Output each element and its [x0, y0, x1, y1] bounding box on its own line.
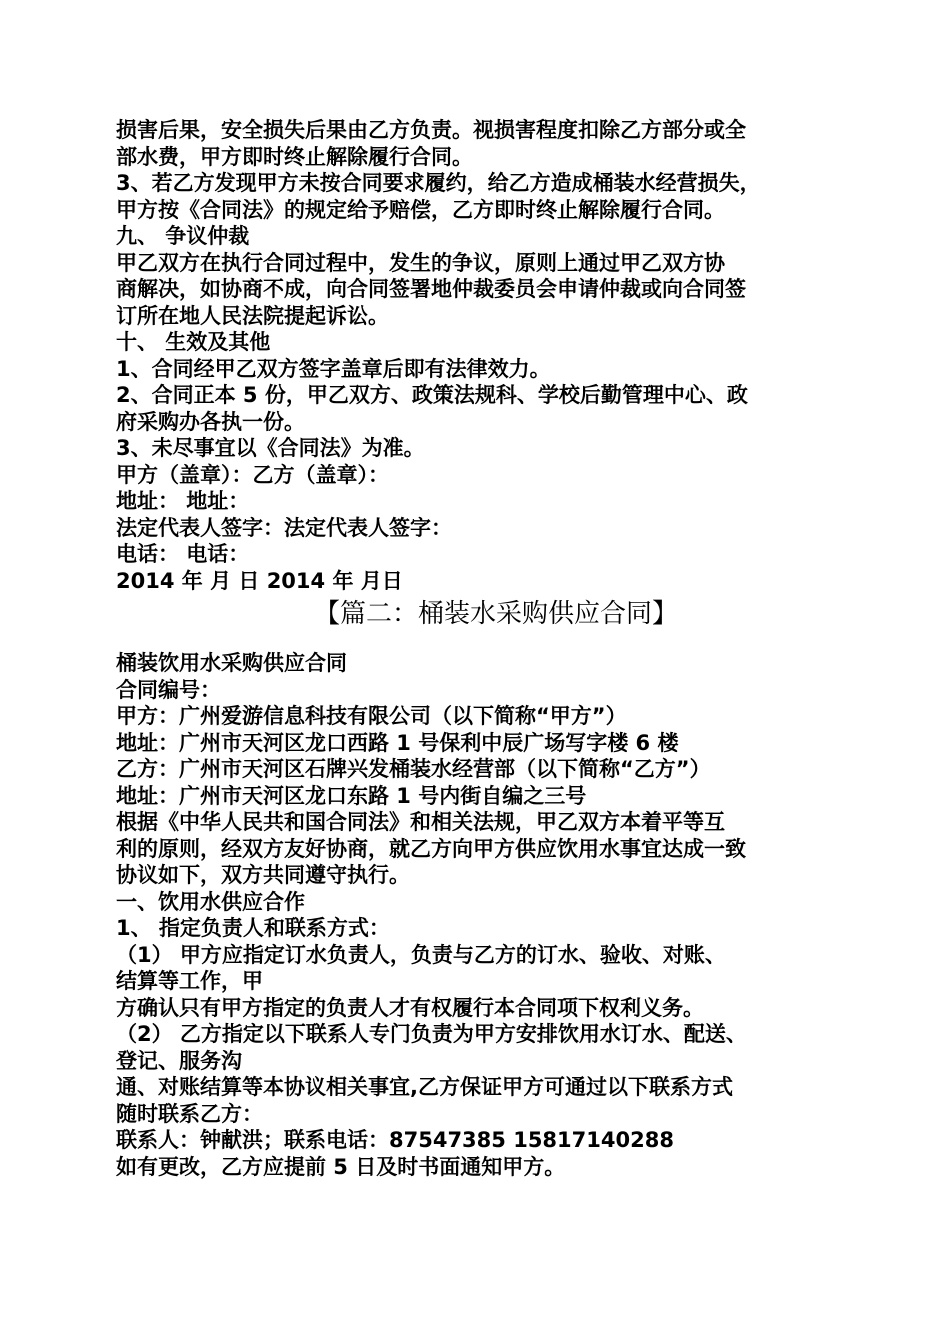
- text-line: 登记、服务沟: [116, 1048, 242, 1073]
- contract-part-two: [116, 650, 846, 1180]
- text-line: 甲方按《合同法》的规定给予赔偿，乙方即时终止解除履行合同。: [116, 197, 725, 222]
- text-line: 一、饮用水供应合作: [116, 889, 305, 914]
- text-line: 联系人：钟献洪；联系电话：87547385 15817140288: [116, 1128, 674, 1152]
- text-line: 地址：广州市天河区龙口西路 1 号保利中辰广场写字楼 6 楼: [116, 730, 679, 755]
- text-line: 甲乙双方在执行合同过程中，发生的争议，原则上通过甲乙双方协: [116, 250, 725, 275]
- text-line: 甲方：广州爱游信息科技有限公司（以下简称“甲方”）: [116, 704, 627, 728]
- text-line: 3、未尽事宜以《合同法》为准。: [116, 436, 425, 460]
- text-line: 随时联系乙方：: [116, 1101, 263, 1126]
- text-line: 如有更改，乙方应提前 5 日及时书面通知甲方。: [116, 1154, 566, 1179]
- text-line: 十、 生效及其他: [116, 330, 271, 354]
- text-line: 1、合同经甲乙双方签字盖章后即有法律效力。: [116, 356, 551, 381]
- text-line: 方确认只有甲方指定的负责人才有权履行本合同项下权利义务。: [116, 995, 704, 1020]
- text-line: 根据《中华人民共和国合同法》和相关法规，甲乙双方本着平等互: [116, 810, 725, 834]
- text-line: 乙方：广州市天河区石牌兴发桶装水经营部（以下简称“乙方”）: [116, 757, 711, 781]
- text-line: 订所在地人民法院提起诉讼。: [116, 303, 389, 328]
- text-line: 结算等工作，甲: [116, 969, 263, 993]
- text-line: 九、 争议仲裁: [116, 224, 250, 248]
- text-line: 3、若乙方发现甲方未按合同要求履约，给乙方造成桶装水经营损失，: [116, 171, 761, 195]
- text-line: 2014 年 月 日 2014 年 月日: [116, 568, 403, 593]
- text-line: 甲方（盖章）：乙方（盖章）：: [116, 462, 389, 487]
- text-line: （2） 乙方指定以下联系人专门负责为甲方安排饮用水订水、配送、: [116, 1022, 747, 1046]
- text-line: （1） 甲方应指定订水负责人，负责与乙方的订水、验收、对账、: [116, 942, 726, 967]
- text-line: 损害后果，安全损失后果由乙方负责。视损害程度扣除乙方部分或全: [116, 118, 746, 142]
- text-line: 2、合同正本 5 份，甲乙双方、政策法规科、学校后勤管理中心、政: [116, 383, 748, 407]
- contract-part-one: [116, 117, 846, 594]
- text-line: 部水费，甲方即时终止解除履行合同。: [116, 144, 473, 169]
- text-line: 协议如下，双方共同遵守执行。: [116, 863, 410, 887]
- text-line: 地址： 地址：: [116, 489, 250, 513]
- text-line: 1、 指定负责人和联系方式：: [116, 916, 390, 940]
- text-line: 通、对账结算等本协议相关事宜,乙方保证甲方可通过以下联系方式: [116, 1075, 733, 1099]
- text-line: 商解决，如协商不成，向合同签署地仲裁委员会申请仲裁或向合同签: [116, 277, 746, 301]
- text-line: 地址：广州市天河区龙口东路 1 号内街自编之三号: [116, 783, 587, 808]
- text-line: 法定代表人签字：法定代表人签字：: [116, 515, 452, 540]
- section-heading: 【篇二：桶装水采购供应合同】: [313, 599, 678, 629]
- text-line: 合同编号：: [116, 677, 221, 702]
- text-line: 府采购办各执一份。: [116, 409, 305, 434]
- document-body: [116, 117, 846, 1180]
- text-line: 电话： 电话：: [116, 542, 250, 566]
- text-line: 利的原则，经双方友好协商，就乙方向甲方供应饮用水事宜达成一致: [116, 836, 746, 861]
- text-line: 桶装饮用水采购供应合同: [116, 651, 347, 675]
